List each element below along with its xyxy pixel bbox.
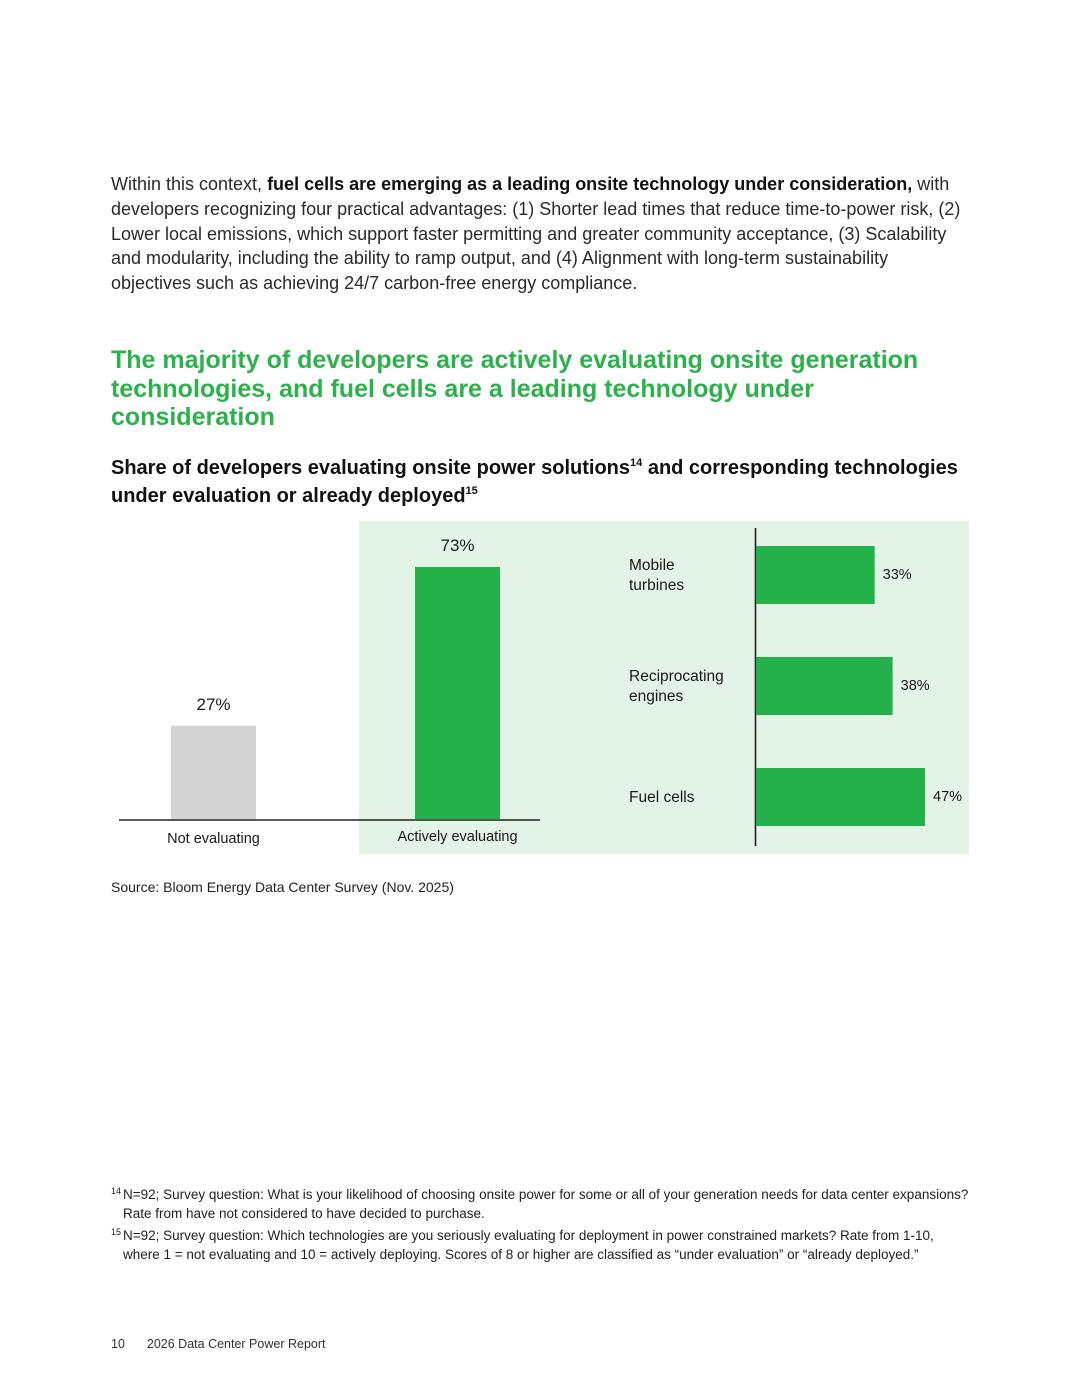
footnote-15-number: 15 — [111, 1227, 122, 1237]
section-headline: The majority of developers are actively evaluating onsite generation technologies, and fuel cells are a leading technology under consideration — [111, 346, 919, 431]
category-label-mobile-turbines-line2: turbines — [629, 577, 685, 594]
category-label-not-evaluating: Not evaluating — [167, 831, 260, 847]
footnote-15-text: N=92; Survey question: Which technologies are you seriously evaluating for deployment in power constrained markets? Rate from 1-10, where 1 = not evaluating and 10 = actively deploying. Scores of 8 or higher are classified as “under evaluation” or “already deployed.” — [123, 1228, 934, 1262]
intro-rest: with developers recognizing four practical advantages: (1) Shorter lead times that reduce time-to-power risk, (2) Lower local emissions, which support faster permitting and greater community acceptance, (3) Scalability and modularity, including the ability to ramp output, and (4) Alignment with long-term sustainability objectives such as achieving 24/7 carbon-free energy compliance. — [111, 174, 961, 294]
category-label-reciprocating-engines-line2: engines — [629, 688, 684, 705]
bar-not-evaluating — [171, 726, 256, 819]
chart-title-sup1: 14 — [630, 457, 643, 469]
chart-title-part2: and corresponding technologies under evaluation or already deployed — [111, 457, 958, 507]
chart-title-part1: Share of developers evaluating onsite power solutions — [111, 457, 631, 479]
footnote-14-number: 14 — [111, 1186, 122, 1196]
footnote-14 — [111, 1185, 971, 1223]
chart-title-sup2: 15 — [465, 485, 478, 497]
footnotes — [111, 1185, 971, 1267]
report-title: 2026 Data Center Power Report — [146, 1337, 326, 1351]
intro-lead: Within this context, — [111, 174, 268, 194]
bar-mobile-turbines — [756, 546, 875, 604]
page-number: 10 — [111, 1337, 125, 1351]
category-label-mobile-turbines-line1: Mobile — [629, 557, 675, 574]
chart-source: Source: Bloom Energy Data Center Survey (Nov. 2025) — [111, 879, 454, 895]
bar-label-reciprocating-engines: 38% — [900, 678, 930, 694]
intro-bold: fuel cells are emerging as a leading onsite technology under consideration, — [267, 174, 913, 194]
bar-reciprocating-engines — [756, 657, 893, 715]
category-label-actively-evaluating: Actively evaluating — [397, 829, 518, 845]
category-label-reciprocating-engines-line1: Reciprocating — [629, 668, 724, 685]
bar-label-actively-evaluating: 73% — [440, 536, 475, 555]
page-footer — [111, 1337, 325, 1351]
footnote-14-text: N=92; Survey question: What is your likelihood of choosing onsite power for some or all of your generation needs for data center expansions? Rate from have not considered to have decided to purchase. — [123, 1187, 969, 1221]
bar-label-mobile-turbines: 33% — [882, 567, 912, 583]
bar-actively-evaluating — [415, 567, 500, 819]
category-label-fuel-cells: Fuel cells — [629, 789, 695, 806]
bar-label-fuel-cells: 47% — [933, 789, 963, 805]
bar-fuel-cells — [756, 768, 925, 826]
bar-label-not-evaluating: 27% — [196, 694, 231, 714]
footnote-15 — [111, 1226, 971, 1264]
